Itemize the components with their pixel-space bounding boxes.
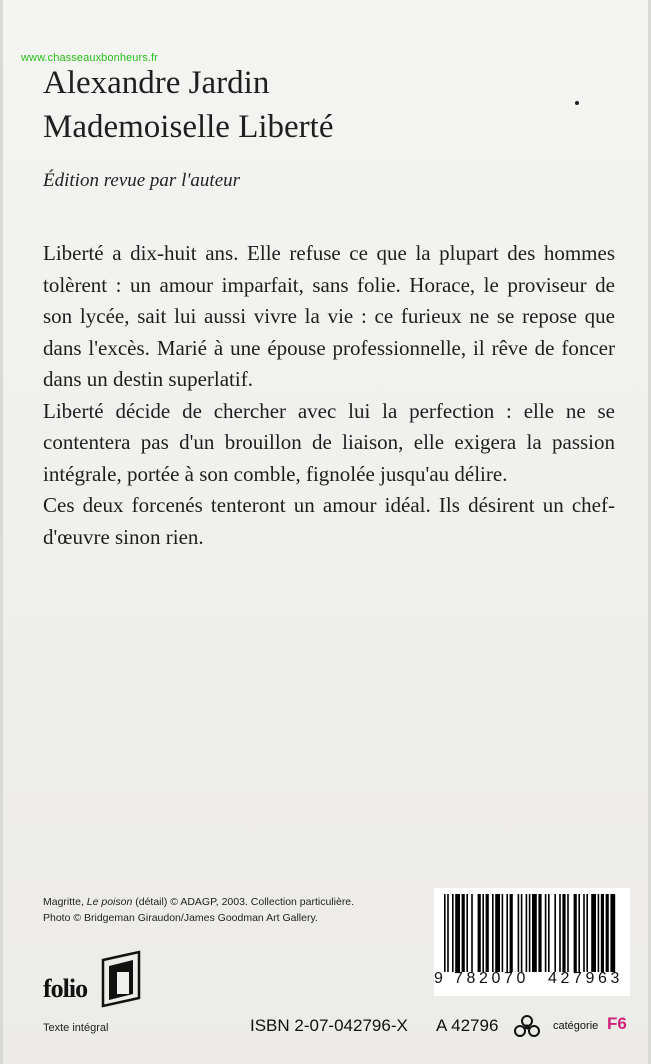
barcode-bar <box>521 894 523 972</box>
folio-logo <box>43 950 143 1012</box>
triskel-icon <box>510 1013 544 1039</box>
texte-integral-label: Texte intégral <box>43 1022 109 1034</box>
barcode-bar <box>486 894 489 972</box>
barcode-bar <box>492 894 494 972</box>
credits-artist: Magritte, <box>43 896 84 908</box>
barcode-bar <box>466 894 468 972</box>
barcode-bar <box>601 894 604 972</box>
barcode-bar <box>586 894 588 972</box>
barcode-bar <box>574 894 577 972</box>
barcode-bar <box>506 894 508 972</box>
barcode-bar <box>532 894 537 972</box>
categorie-label: catégorie <box>553 1020 599 1032</box>
folio-wordmark: folio <box>43 974 88 1003</box>
catalog-number: A 42796 <box>436 1016 499 1035</box>
credits-artwork: Le poison <box>86 896 133 908</box>
barcode-bar <box>444 894 446 972</box>
barcode-bar <box>559 894 561 972</box>
barcode-bar <box>482 894 484 972</box>
barcode-bar <box>447 894 449 972</box>
barcode-bar <box>554 894 556 972</box>
barcode-bar <box>548 894 550 972</box>
image-credits <box>43 894 354 926</box>
watermark-url: www.chasseauxbonheurs.fr <box>21 52 158 64</box>
barcode-bars <box>444 894 620 972</box>
barcode-bar <box>538 894 541 972</box>
barcode-bar <box>529 894 531 972</box>
barcode-bar <box>606 894 609 972</box>
barcode-bar <box>502 894 504 972</box>
barcode-bar <box>598 894 600 972</box>
barcode-bar <box>545 894 547 972</box>
barcode-right-group: 427963 <box>548 970 623 987</box>
credits-line-1 <box>43 894 354 910</box>
credits-line-2: Photo © Bridgeman Giraudon/James Goodman Art Gallery. <box>43 912 318 924</box>
credits-detail: (détail) © ADAGP, 2003. Collection particulière. <box>135 896 355 908</box>
barcode-bar <box>578 894 580 972</box>
barcode-bar <box>495 894 500 972</box>
barcode-first-digit: 9 <box>434 970 443 987</box>
speck-dot <box>575 101 579 105</box>
barcode-bar <box>510 894 513 972</box>
barcode-bar <box>462 894 465 972</box>
categorie-code: F6 <box>607 1014 627 1033</box>
barcode-bar <box>526 894 528 972</box>
blurb-paragraph: Ces deux forcenés tenteront un amour idéal. Ils désirent un chef-d'œuvre sinon rien. <box>43 493 615 549</box>
barcode-bar <box>471 894 473 972</box>
book-title: Mademoiselle Liberté <box>43 109 334 145</box>
edition-note: Édition revue par l'auteur <box>43 170 241 191</box>
barcode-bar <box>478 894 481 972</box>
isbn: ISBN 2-07-042796-X <box>250 1016 408 1035</box>
barcode-left-group: 782070 <box>454 970 529 987</box>
blurb-paragraph: Liberté décide de chercher avec lui la perfection : elle ne se contentera pas d'un brouillon de liaison, elle exigera la passion intégrale, portée à son comble, fignolée jusqu'au délire. <box>43 398 615 486</box>
barcode-bar <box>610 894 615 972</box>
barcode-bar <box>518 894 520 972</box>
barcode-bar <box>455 894 460 972</box>
author-name: Alexandre Jardin <box>43 65 270 101</box>
folio-book-mark-icon <box>99 950 143 1008</box>
barcode-bar <box>452 894 454 972</box>
blurb-paragraph: Liberté a dix-huit ans. Elle refuse ce que la plupart des hommes tolèrent : un amour imparfait, sans folie. Horace, le proviseur de son lycée, sait lui aussi vivre la vie : ce furieux ne se repose que dans l'excès. Marié à une épouse professionnelle, il rêve de foncer dans un destin superlatif. <box>43 241 615 391</box>
barcode-bar <box>562 894 565 972</box>
barcode-bar <box>591 894 596 972</box>
barcode <box>434 888 630 996</box>
barcode-bar <box>567 894 569 972</box>
blurb <box>43 238 615 553</box>
barcode-bar <box>583 894 585 972</box>
